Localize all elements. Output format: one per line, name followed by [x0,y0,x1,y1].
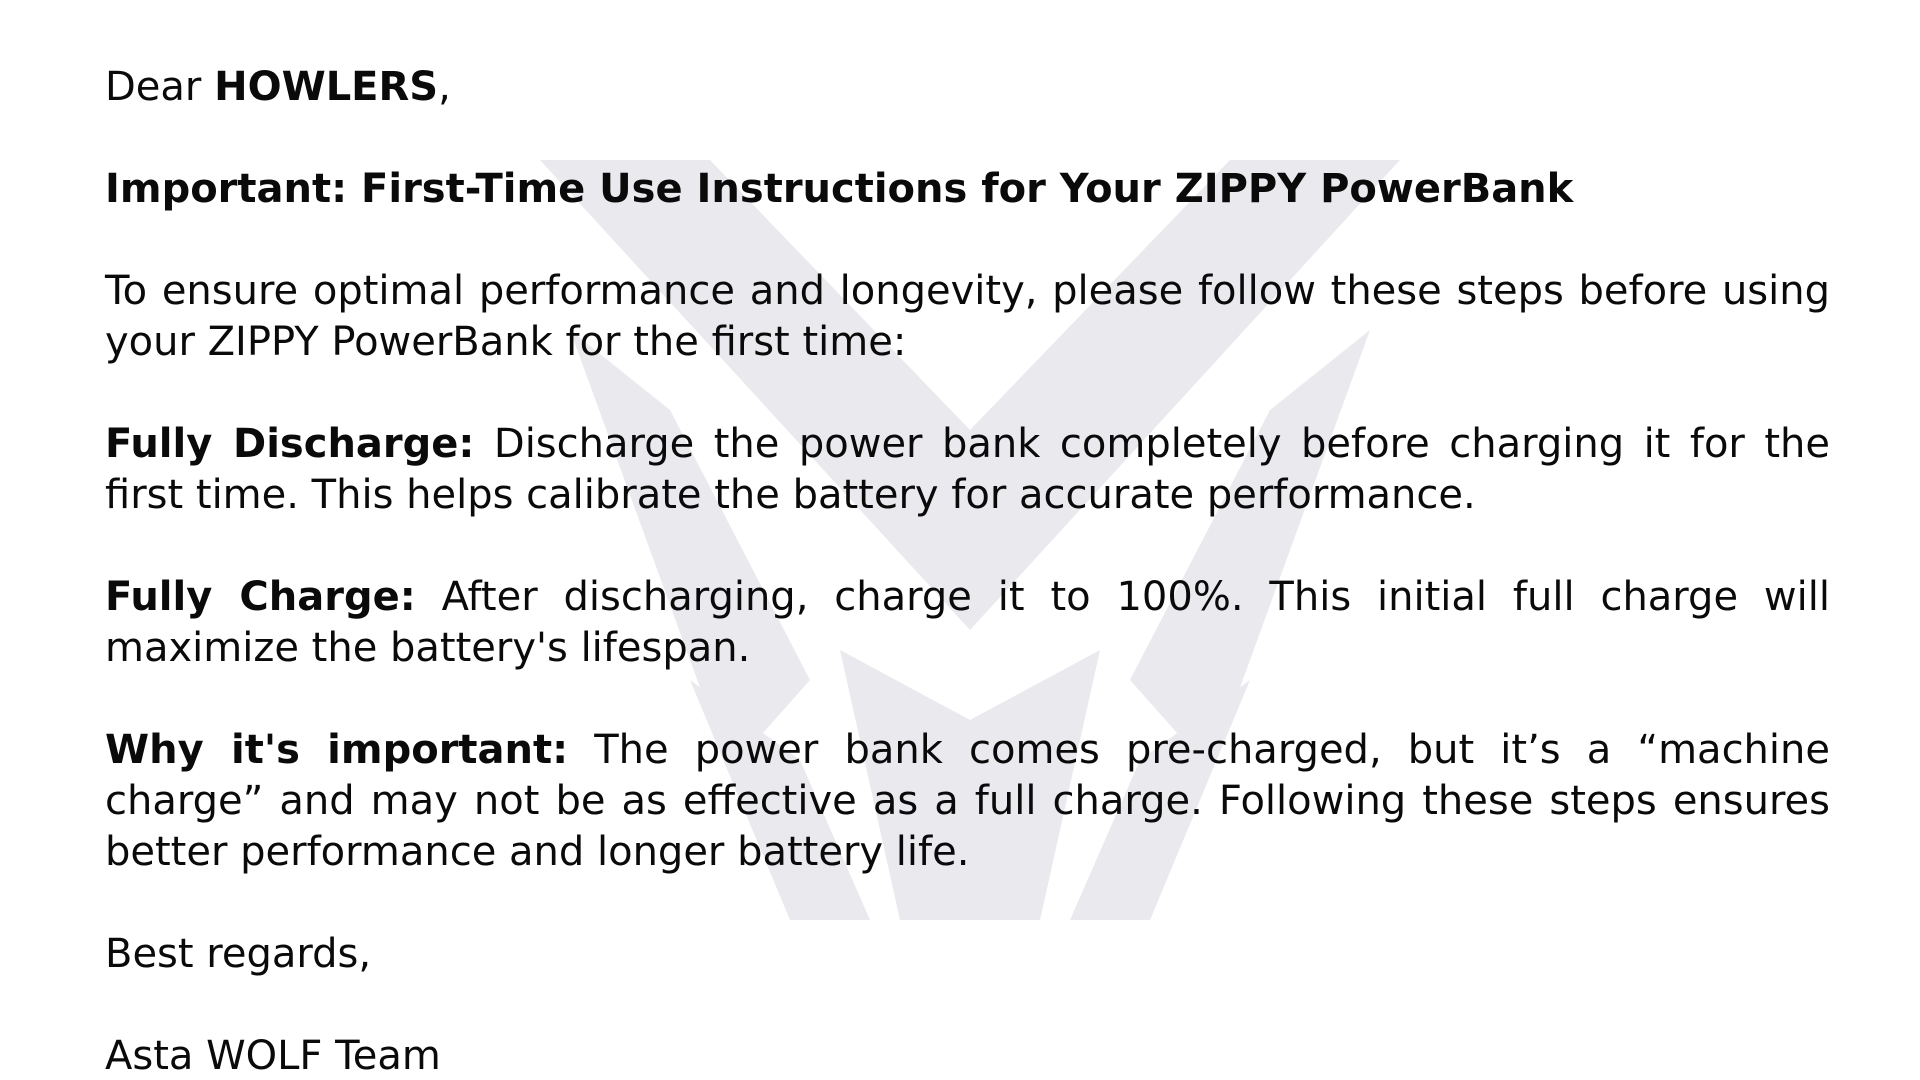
letter-heading: Important: First-Time Use Instructions for Your ZIPPY PowerBank [105,166,1574,212]
greeting [105,62,1830,113]
step-text: After discharging, charge it to 100%. This initial full charge will maximize the battery's lifespan. [105,574,1830,671]
step-label: Fully Charge: [105,574,416,620]
step-fully-charge [105,572,1830,674]
greeting-suffix: , [438,64,451,110]
step-fully-discharge [105,419,1830,521]
step-why-important [105,725,1830,878]
signature: Asta WOLF Team [105,1033,441,1079]
step-text: The power bank comes pre-charged, but it’s a “machine charge” and may not be as effective as a full charge. Following these steps ensures better performance and longer battery life. [105,727,1830,875]
greeting-name: HOWLERS [214,64,439,110]
letter-body [105,62,1830,1080]
intro-paragraph: To ensure optimal performance and longevity, please follow these steps before using your ZIPPY PowerBank for the first time: [105,268,1830,365]
closing-line: Best regards, [105,931,372,977]
greeting-prefix: Dear [105,64,215,110]
step-text: Discharge the power bank completely before charging it for the first time. This helps calibrate the battery for accurate performance. [105,421,1830,518]
step-label: Fully Discharge: [105,421,475,467]
step-label: Why it's important: [105,727,569,773]
